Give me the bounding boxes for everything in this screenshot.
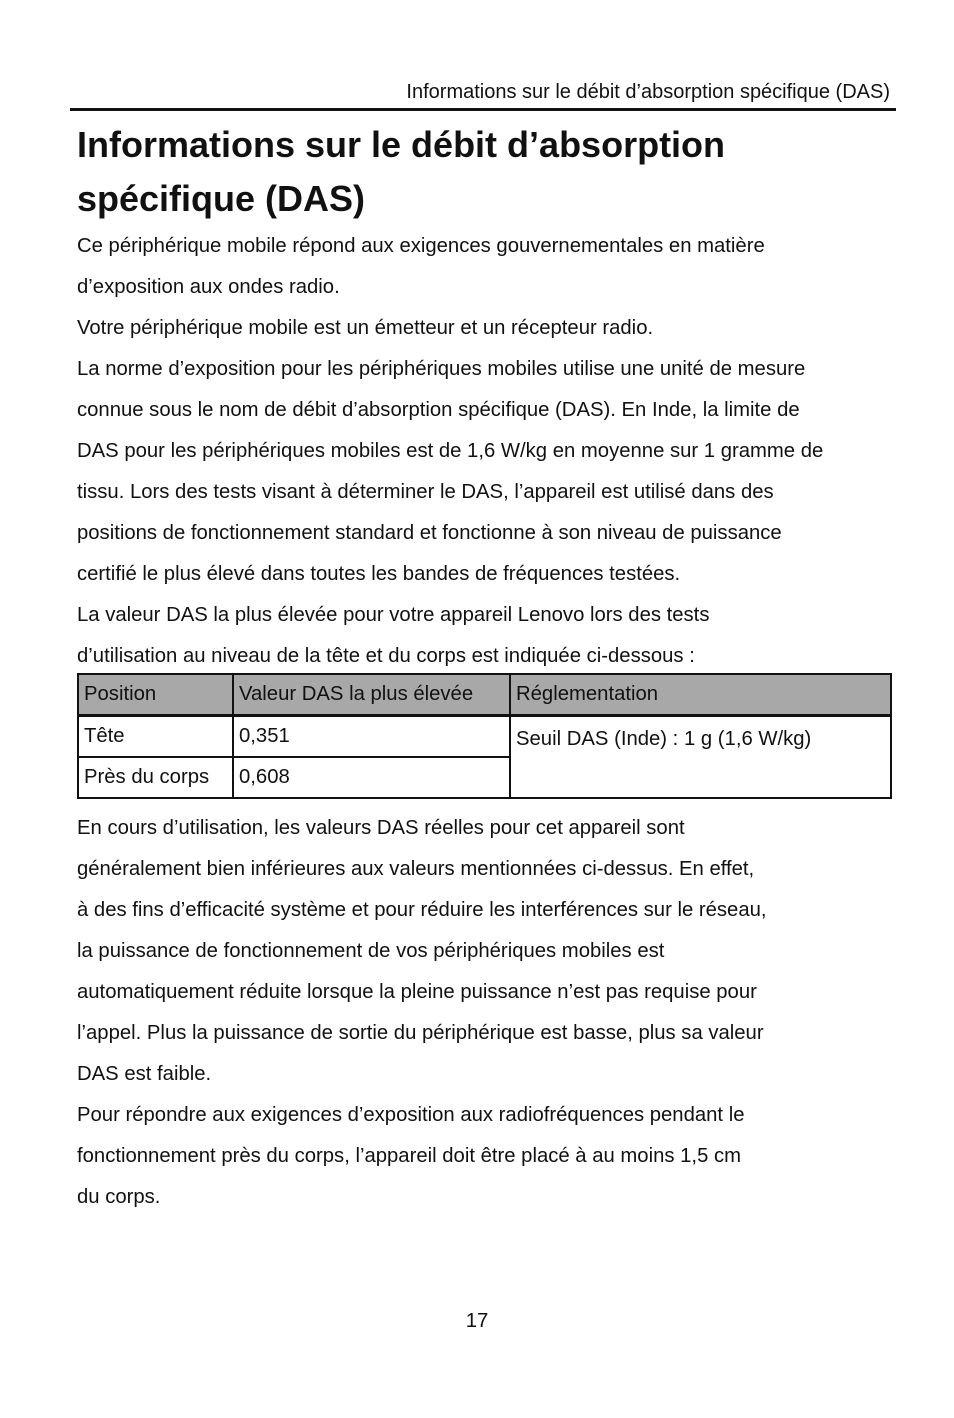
cell-position: Tête bbox=[78, 716, 233, 758]
text-line: Votre périphérique mobile est un émetteur et un récepteur radio. bbox=[77, 317, 654, 339]
text-line: Pour répondre aux exigences d’exposition aux radiofréquences pendant le bbox=[77, 1104, 745, 1126]
text-line: La valeur DAS la plus élevée pour votre appareil Lenovo lors des tests bbox=[77, 604, 710, 626]
running-header: Informations sur le débit d’absorption spécifique (DAS) bbox=[406, 81, 890, 103]
column-header-sar-value: Valeur DAS la plus élevée bbox=[233, 674, 510, 716]
text-line: La norme d’exposition pour les périphériques mobiles utilise une unité de mesure bbox=[77, 358, 806, 380]
cell-sar-value: 0,351 bbox=[233, 716, 510, 758]
text-line: automatiquement réduite lorsque la pleine puissance n’est pas requise pour bbox=[77, 981, 757, 1003]
page-title-line: Informations sur le débit d’absorption bbox=[77, 124, 726, 165]
text-line: Ce périphérique mobile répond aux exigences gouvernementales en matière bbox=[77, 235, 765, 257]
text-line: à des fins d’efficacité système et pour réduire les interférences sur le réseau, bbox=[77, 899, 767, 921]
cell-position: Près du corps bbox=[78, 757, 233, 798]
intro-text bbox=[77, 226, 892, 677]
text-line: tissu. Lors des tests visant à déterminer le DAS, l’appareil est utilisé dans des bbox=[77, 481, 774, 503]
text-line: positions de fonctionnement standard et fonctionne à son niveau de puissance bbox=[77, 522, 782, 544]
text-line: d’exposition aux ondes radio. bbox=[77, 276, 340, 298]
page-title-line: spécifique (DAS) bbox=[77, 178, 366, 219]
table-header-row bbox=[78, 674, 891, 716]
sar-table bbox=[77, 673, 892, 799]
column-header-regulation: Réglementation bbox=[510, 674, 891, 716]
text-line: DAS pour les périphériques mobiles est de 1,6 W/kg en moyenne sur 1 gramme de bbox=[77, 440, 824, 462]
text-line: l’appel. Plus la puissance de sortie du périphérique est basse, plus sa valeur bbox=[77, 1022, 764, 1044]
table-row bbox=[78, 716, 891, 758]
page-number: 17 bbox=[465, 1310, 489, 1332]
text-line: connue sous le nom de débit d’absorption spécifique (DAS). En Inde, la limite de bbox=[77, 399, 800, 421]
text-line: généralement bien inférieures aux valeurs mentionnées ci-dessus. En effet, bbox=[77, 858, 755, 880]
header-rule bbox=[70, 108, 896, 111]
cell-regulation: Seuil DAS (Inde) : 1 g (1,6 W/kg) bbox=[510, 716, 891, 799]
page-title bbox=[77, 118, 897, 226]
text-line: fonctionnement près du corps, l’appareil doit être placé à au moins 1,5 cm bbox=[77, 1145, 742, 1167]
column-header-position: Position bbox=[78, 674, 233, 716]
text-line: du corps. bbox=[77, 1186, 161, 1208]
closing-text bbox=[77, 808, 892, 1218]
text-line: certifié le plus élevé dans toutes les bandes de fréquences testées. bbox=[77, 563, 681, 585]
text-line: d’utilisation au niveau de la tête et du corps est indiquée ci-dessous : bbox=[77, 645, 695, 667]
cell-sar-value: 0,608 bbox=[233, 757, 510, 798]
text-line: En cours d’utilisation, les valeurs DAS réelles pour cet appareil sont bbox=[77, 817, 685, 839]
text-line: la puissance de fonctionnement de vos périphériques mobiles est bbox=[77, 940, 665, 962]
text-line: DAS est faible. bbox=[77, 1063, 212, 1085]
